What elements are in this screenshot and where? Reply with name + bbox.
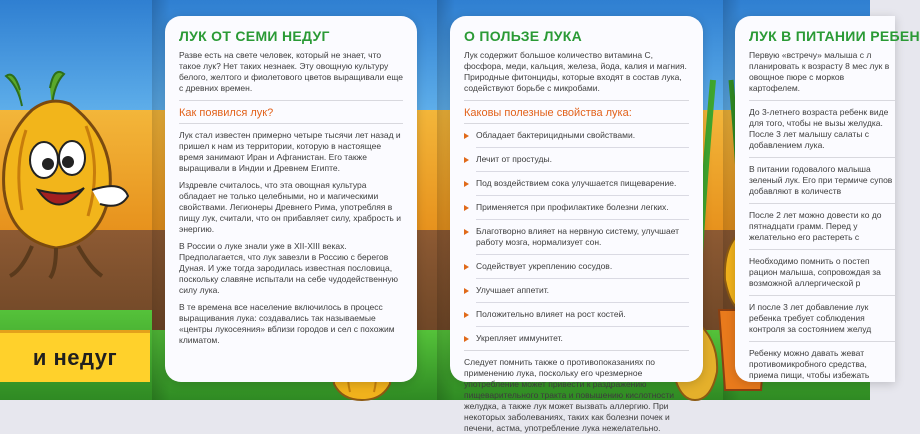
card3-paragraph: Первую «встречу» малыша с л планировать к возрасту 8 мес лук в овощное пюре с морков картофелем.	[749, 50, 890, 93]
bullet-icon	[464, 288, 469, 294]
divider	[476, 326, 689, 327]
divider	[749, 249, 895, 250]
divider	[464, 350, 689, 351]
list-item	[464, 154, 689, 165]
bullet-icon	[464, 157, 469, 163]
list-item	[464, 130, 689, 141]
benefits-list	[464, 130, 689, 344]
card1-intro: Разве есть на свете человек, который не знает, что такое лук? Нет таких незнаек. Эту овощную культуру белого, желтого и фиолетового цветов выращивали еще с древних времен.	[179, 50, 403, 93]
card2-subtitle: Каковы полезные свойства лука:	[464, 107, 632, 119]
card1-title: ЛУК ОТ СЕМИ НЕДУГ	[179, 28, 330, 44]
bullet-icon	[464, 205, 469, 211]
list-item-text: Укрепляет иммунитет.	[476, 333, 563, 343]
card3-paragraph: В питании годовалого малыша зеленый лук. Его при термиче супов добавляют в количеств	[749, 164, 893, 196]
left-bottom-title-banner	[0, 330, 150, 382]
list-item-text: Лечит от простуды.	[476, 154, 552, 164]
divider	[179, 123, 403, 124]
divider	[749, 295, 895, 296]
card1-paragraph: Издревле считалось, что эта овощная культура обладает не только целебными, но и магическими свойствами. Легионеры Древнего Рима, употребляя в пищу лук, считали, что он прибавляет силу, храбрость и энергию.	[179, 180, 401, 234]
divider	[476, 147, 689, 148]
card3-paragraph: После 2 лет можно довести ко до пятнадцати грамм. Перед у желательно его растереть с	[749, 210, 882, 242]
bullet-icon	[464, 133, 469, 139]
list-item-text: Улучшает аппетит.	[476, 285, 550, 295]
divider	[749, 203, 895, 204]
divider	[476, 195, 689, 196]
card3-paragraph: Ребенку можно давать жеват противомикробного средства, приема пищи, чтобы избежать	[749, 348, 870, 380]
card1-paragraph: В те времена все население включилось в процесс выращивания лука: создавались так называемые «центры лукосеяния» вблизи городов и сел с похожим климатом.	[179, 302, 395, 345]
card-onion-in-child-nutrition	[735, 16, 920, 382]
card2-intro: Лук содержит большое количество витамина С, фосфора, меди, кальция, железа, йода, калия и магния. Природные фитонциды, которые входят в состав лука, содействуют борьбе с микробами.	[464, 50, 687, 93]
list-item	[464, 333, 689, 344]
divider	[179, 100, 403, 101]
card1-paragraph: Лук стал известен примерно четыре тысячи лет назад и пришел к нам из территории, которую в настоящее время занимают Иран и Афганистан. Его также выращивали в Индии и Древнем Египте.	[179, 130, 401, 173]
list-item-text: Положительно влияет на рост костей.	[476, 309, 626, 319]
bullet-icon	[464, 336, 469, 342]
list-item-text: Применяется при профилактике болезни легких.	[476, 202, 669, 212]
divider	[476, 219, 689, 220]
card3-paragraph: И после 3 лет добавление лук ребенка требует соблюдения контроля за состоянием желуд	[749, 302, 872, 334]
divider	[476, 278, 689, 279]
list-item-text: Содействует укреплению сосудов.	[476, 261, 613, 271]
left-panel	[0, 0, 152, 400]
list-item	[464, 202, 689, 213]
divider	[464, 100, 689, 101]
card2-title: О ПОЛЬЗЕ ЛУКА	[464, 28, 583, 44]
bullet-icon	[464, 264, 469, 270]
divider	[749, 100, 895, 101]
divider	[749, 157, 895, 158]
list-item-text: Под воздействием сока улучшается пищеварение.	[476, 178, 677, 188]
list-item	[464, 226, 689, 248]
list-item	[464, 178, 689, 189]
list-item-text: Благотворно влияет на нервную систему, улучшает работу мозга, нормализует сон.	[476, 226, 680, 247]
left-bottom-title: и недуг	[32, 344, 118, 370]
card3-title: ЛУК В ПИТАНИИ РЕБЕН	[749, 28, 920, 44]
divider	[476, 302, 689, 303]
card1-subtitle: Как появился лук?	[179, 107, 274, 119]
card1-paragraph: В России о луке знали уже в XII-XIII веках. Предполагается, что лук завезли в Россию с берегов Дуная. И уже тогда зародилась известная пословица, поскольку славяне испытали на себе чудодейственную силу лука.	[179, 241, 398, 295]
divider	[749, 341, 895, 342]
card2-outro: Следует помнить также о противопоказаниях по применению лука, поскольку его чрезмерное употребление может привести к раздражению пищеварительного тракта и повышению кислотности желудка, а также лук может вызвать аллергию. При некоторых заболеваниях, таких как болезни почек и печени, астма, употребление лука нежелательно.	[464, 357, 675, 433]
list-item	[464, 309, 689, 320]
divider	[476, 171, 689, 172]
list-item-text: Обладает бактерицидными свойствами.	[476, 130, 636, 140]
bullet-icon	[464, 229, 469, 235]
card3-paragraph: До 3-летнего возраста ребенк виде для того, чтобы не вызы желудка. После 3 лет малышу салаты с добавлением лука.	[749, 107, 889, 150]
onion-character-illustration	[0, 70, 142, 280]
bullet-icon	[464, 181, 469, 187]
divider	[476, 254, 689, 255]
card-seven-ailments	[165, 16, 417, 382]
card3-paragraph: Необходимо помнить о постеп рацион малыша, сопровождая за возможной аллергической р	[749, 256, 881, 288]
bullet-icon	[464, 312, 469, 318]
list-item	[464, 261, 689, 272]
divider	[464, 123, 689, 124]
card-onion-benefits	[450, 16, 703, 433]
list-item	[464, 285, 689, 296]
